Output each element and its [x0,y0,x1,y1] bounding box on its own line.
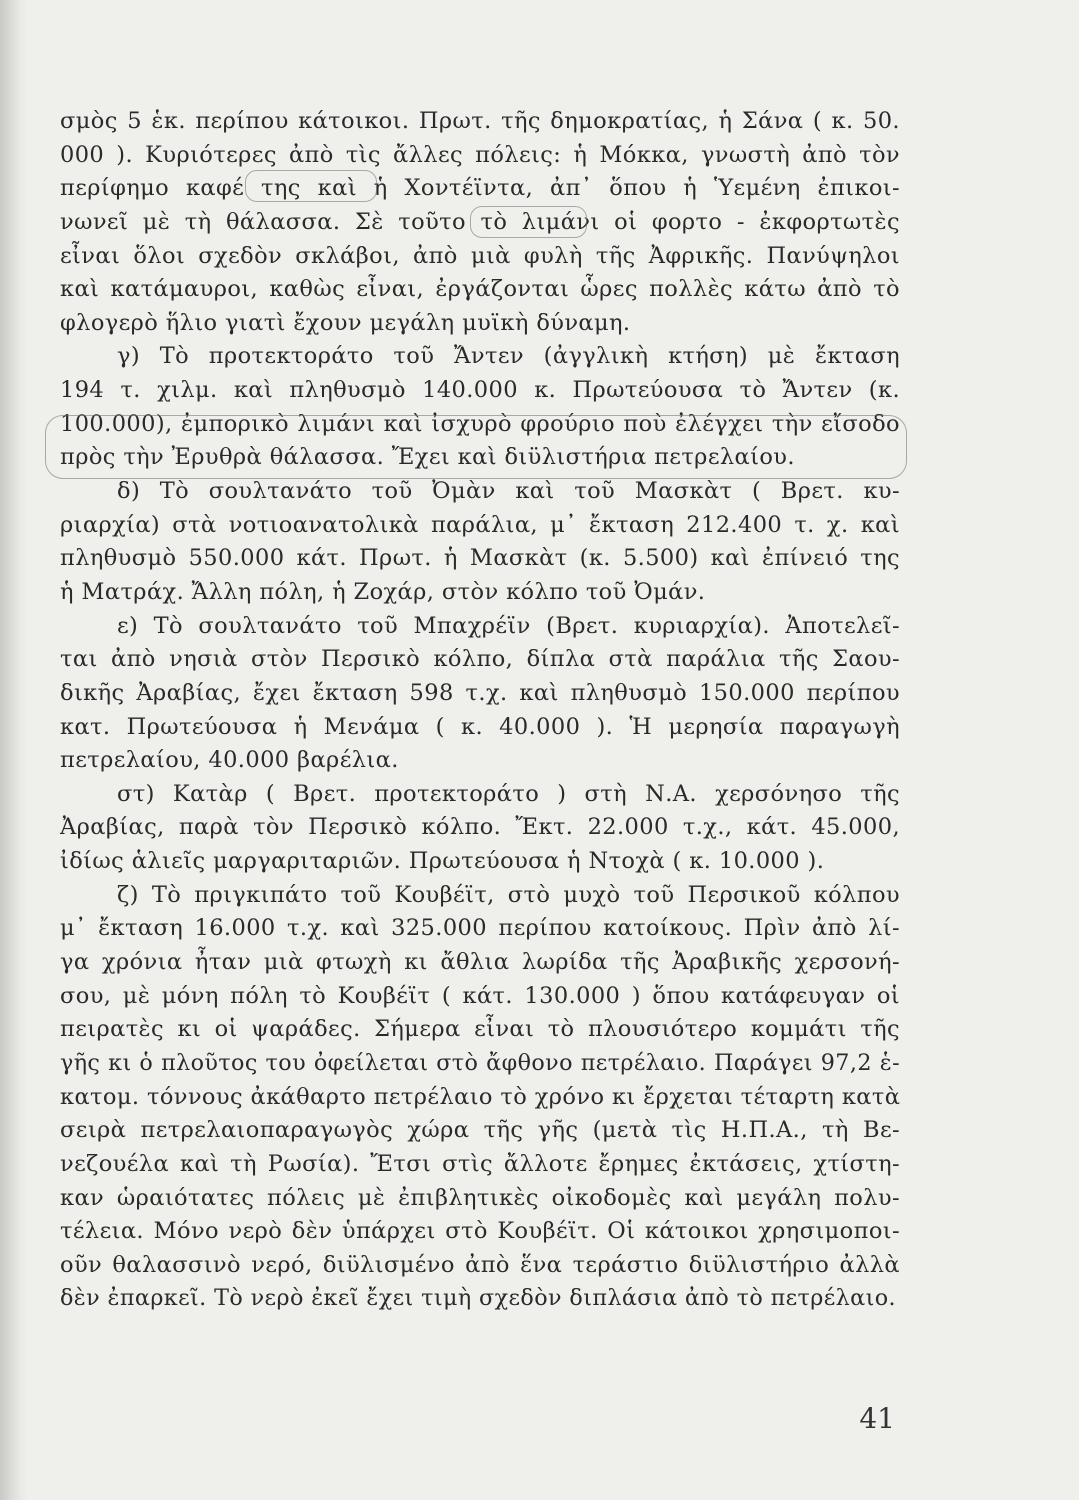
binding-shadow [0,0,28,1500]
text-line: γῆς κι ὁ πλοῦτος του ὀφείλεται στὸ ἄφθονο πετρέλαιο. Παράγει 97,2 ἑ- [60,1049,900,1076]
text-line: ται ἀπὸ νησιὰ στὸν Περσικὸ κόλπο, δίπλα στὰ παράλια τῆς Σαου- [60,646,900,673]
text-line: μ᾽ ἔκταση 16.000 τ.χ. καὶ 325.000 περίπου κατοίκους. Πρὶν ἀπὸ λί- [60,915,900,942]
text-line: πληθυσμὸ 550.000 κάτ. Πρωτ. ἡ Μασκὰτ (κ. 5.500) καὶ ἐπίνειό της [60,545,900,572]
text-line: οῦν θαλασσινὸ νερό, διϋλισμένο ἀπὸ ἕνα τεράστιο διϋλιστήριο ἀλλὰ [60,1251,900,1278]
text-line: σου, μὲ μόνη πόλη τὸ Κουβέϊτ ( κάτ. 130.000 ) ὅπου κατάφευγαν οἱ [60,982,900,1009]
body-text [60,105,900,1316]
text-line: Ἀραβίας, παρὰ τὸν Περσικὸ κόλπο. Ἔκτ. 22.000 τ.χ., κάτ. 45.000, [60,814,900,841]
text-line: εἶναι ὅλοι σχεδὸν σκλάβοι, ἀπὸ μιὰ φυλὴ τῆς Ἀφρικῆς. Πανύψηλοι [60,242,900,269]
section-heading-line-oman: δ) Τὸ σουλτανάτο τοῦ Ὀμὰν καὶ τοῦ Μασκὰτ ( Βρετ. κυ- [117,478,900,505]
text-line: πειρατὲς κι οἱ ψαράδες. Σήμερα εἶναι τὸ πλουσιότερο κομμάτι τῆς [60,1016,900,1043]
text-line: σμὸς 5 ἑκ. περίπου κάτοικοι. Πρωτ. τῆς δημοκρατίας, ἡ Σάνα ( κ. 50. [60,108,900,134]
text-line: δικῆς Ἀραβίας, ἔχει ἔκταση 598 τ.χ. καὶ πληθυσμὸ 150.000 περίπου [60,679,900,706]
text-line: ἰδίως ἁλιεῖς μαργαριταριῶν. Πρωτεύουσα ἡ Ντοχὰ ( κ. 10.000 ). [60,848,825,875]
text-line: καὶ κατάμαυροι, καθὼς εἶναι, ἐργάζονται ὧρες πολλὲς κάτω ἀπὸ τὸ [60,276,900,303]
text-line: ἡ Ματράχ. Ἄλλη πόλη, ἡ Ζοχάρ, στὸν κόλπο τοῦ Ὀμάν. [60,578,706,605]
text-line: περίφημο καφέ της καὶ ἡ Χοντέϊντα, ἀπ᾽ ὅπου ἡ Ὑεμένη ἐπικοι- [60,175,900,202]
text-line: σειρὰ πετρελαιοπαραγωγὸς χώρα τῆς γῆς (μετὰ τὶς Η.Π.Α., τὴ Βε- [60,1117,900,1144]
text-line: γα χρόνια ἦταν μιὰ φτωχὴ κι ἄθλια λωρίδα τῆς Ἀραβικῆς χερσονή- [60,949,900,976]
page-number: 41 [859,1402,895,1435]
text-line: νεζουέλα καὶ τὴ Ρωσία). Ἔτσι στὶς ἄλλοτε ἔρημες ἐκτάσεις, χτίστη- [60,1150,900,1177]
text-line: ριαρχία) στὰ νοτιοανατολικὰ παράλια, μ᾽ ἔκταση 212.400 τ. χ. καὶ [60,511,900,538]
text-line: φλογερὸ ἥλιο γιατὶ ἔχουν μεγάλη μυϊκὴ δύναμη. [60,309,631,336]
text-line: νωνεῖ μὲ τὴ θάλασσα. Σὲ τοῦτο τὸ λιμάνι οἱ φορτο - ἐκφορτωτὲς [60,208,900,235]
text-line: 000 ). Κυριότερες ἀπὸ τὶς ἄλλες πόλεις: ἡ Μόκκα, γνωστὴ ἀπὸ τὸν [60,141,900,168]
text-line: 194 τ. χιλμ. καὶ πληθυσμὸ 140.000 κ. Πρωτεύουσα τὸ Ἄντεν (κ. [60,377,900,404]
section-heading-line-kuwait: ζ) Τὸ πριγκιπάτο τοῦ Κουβέϊτ, στὸ μυχὸ τοῦ Περσικοῦ κόλπου [117,881,900,908]
section-heading-line-aden: γ) Τὸ προτεκτοράτο τοῦ Ἄντεν (ἀγγλικὴ κτήση) μὲ ἔκταση [117,343,900,370]
text-line: 100.000), ἐμπορικὸ λιμάνι καὶ ἰσχυρὸ φρούριο ποὺ ἐλέγχει τὴν εἴσοδο [60,410,900,437]
text-line: καν ὡραιότατες πόλεις μὲ ἐπιβλητικὲς οἰκοδομὲς καὶ μεγάλη πολυ- [60,1184,900,1211]
text-line: κατ. Πρωτεύουσα ἡ Μενάμα ( κ. 40.000 ). Ἡ μερησία παραγωγὴ [60,713,900,740]
section-heading-line-qatar: στ) Κατὰρ ( Βρετ. προτεκτοράτο ) στὴ Ν.Α. χερσόνησο τῆς [117,780,900,807]
text-line: κατομ. τόννους ἀκάθαρτο πετρέλαιο τὸ χρόνο κι ἔρχεται τέταρτη κατὰ [60,1083,901,1110]
text-line: πρὸς τὴν Ἐρυθρὰ θάλασσα. Ἔχει καὶ διϋλιστήρια πετρελαίου. [60,444,795,471]
section-heading-line-bahrain: ε) Τὸ σουλτανάτο τοῦ Μπαχρέϊν (Βρετ. κυριαρχία). Ἀποτελεῖ- [117,612,900,639]
text-line: δὲν ἐπαρκεῖ. Τὸ νερὸ ἐκεῖ ἔχει τιμὴ σχεδὸν διπλάσια ἀπὸ τὸ πετρέλαιο. [60,1285,896,1312]
text-line: τέλεια. Μόνο νερὸ δὲν ὑπάρχει στὸ Κουβέϊτ. Οἱ κάτοικοι χρησιμοποι- [60,1218,900,1245]
text-line: πετρελαίου, 40.000 βαρέλια. [60,747,399,774]
